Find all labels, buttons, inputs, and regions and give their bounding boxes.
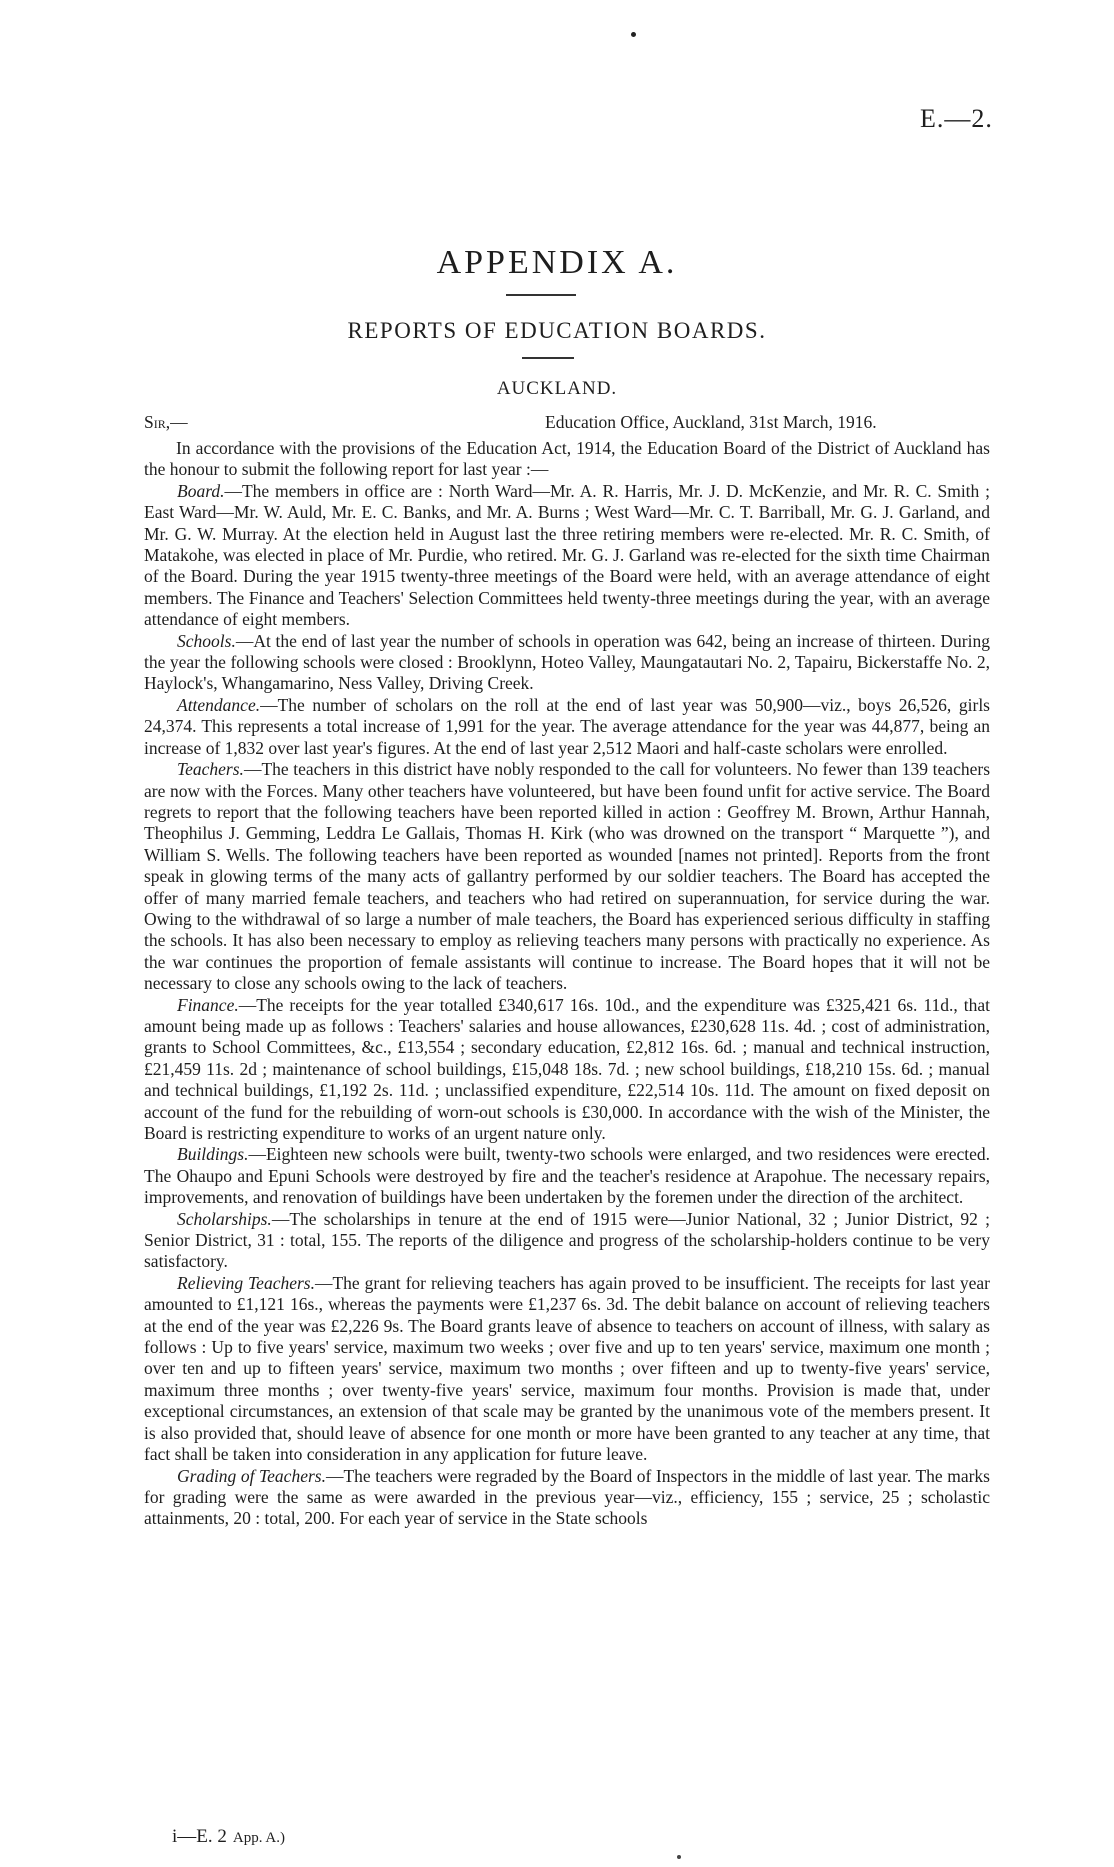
title-rule bbox=[506, 294, 576, 296]
buildings-paragraph bbox=[144, 1144, 990, 1208]
scholarships-paragraph bbox=[144, 1209, 990, 1273]
paragraph-text: —The scholarships in tenure at the end of 1915 were—Junior National, 32 ; Junior District, 92 ; Senior District, 31 : total, 155. The reports of the diligence and progress of the scholarship-holders continue to be very satisfactory. bbox=[144, 1208, 990, 1272]
relieving-teachers-paragraph bbox=[144, 1273, 990, 1466]
reports-subtitle: REPORTS OF EDUCATION BOARDS. bbox=[347, 318, 767, 343]
paragraph-text: —The teachers were regraded by the Board of Inspectors in the middle of last year. The marks for grading were the same as were awarded in the previous year—viz., efficiency, 155 ; service, 25 ; scholastic attainments, 20 : total, 200. For each year of service in the State schools bbox=[144, 1465, 990, 1529]
intro-paragraph: In accordance with the provisions of the Education Act, 1914, the Education Board of the District of Auckland has the honour to submit the following report for last year :— bbox=[144, 438, 990, 480]
footer-sheet-mark: i—E. 2 bbox=[172, 1826, 227, 1847]
salutation: Sir,— bbox=[144, 412, 188, 432]
teachers-paragraph bbox=[144, 759, 990, 994]
attendance-paragraph bbox=[144, 695, 990, 759]
appendix-title: APPENDIX A. bbox=[436, 244, 678, 281]
paragraph-text: —The grant for relieving teachers has again proved to be insufficient. The receipts for last year amounted to £1,121 16s., whereas the payments were £1,237 6s. 3d. The debit balance on account of relieving teachers at the end of the year was £2,226 9s. The Board grants leave of absence to teachers on account of illness, with salary as follows : Up to five years' service, maximum two weeks ; over five and up to ten years' service, maximum one month ; over ten and up to fifteen years' service, maximum two months ; over fifteen and up to twenty-five years' service, maximum three months ; over twenty-five years' service, maximum four months. Provision is made that, under exceptional circumstances, an extension of that scale may be granted by the unanimous vote of the members present. It is also provided that, should leave of absence for one month or more have been granted to any teacher at any time, that fact shall be taken into consideration in any application for future leave. bbox=[144, 1272, 990, 1465]
finance-paragraph bbox=[144, 995, 990, 1145]
paragraph-text: —The teachers in this district have nobly responded to the call for volunteers. No fewer than 139 teachers are now with the Forces. Many other teachers have volunteered, but have been found unfit for active service. The Board regrets to report that the following teachers have been reported killed in action : Geoffrey M. Brown, Arthur Hannah, Theophilus J. Gemming, Leddra Le Gallais, Thomas H. Kirk (who was drowned on the transport “ Marquette ”), and William S. Wells. The following teachers have been reported as wounded [names not printed]. Reports from the front speak in glowing terms of the many acts of gallantry performed by our soldier teachers. The Board has accepted the offer of many married female teachers, and teachers who had retired on superannuation, for service during the war. Owing to the withdrawal of so large a number of male teachers, the Board has experienced serious difficulty in staffing the schools. It has also been necessary to employ as relieving teachers many persons with practically no experience. As the war continues the proportion of female assistants will continue to increase. The Board hopes that it will not be necessary to close any schools owing to the lack of teachers. bbox=[144, 759, 990, 994]
paragraph-text: —The number of scholars on the roll at the end of last year was 50,900—viz., boys 26,526, girls 24,374. This represents a total increase of 1,991 for the year. The average attendance for the year was 44,877, being an increase of 1,832 over last year's figures. At the end of last year 2,512 Maori and half-caste scholars were enrolled. bbox=[144, 694, 990, 758]
footer-signature bbox=[172, 1826, 285, 1848]
paragraph-text: —Eighteen new schools were built, twenty-two schools were enlarged, and two residences were erected. The Ohaupo and Epuni Schools were destroyed by fire and the teacher's residence at Arapohue. The necessary repairs, improvements, and renovation of buildings have been undertaken by the foremen under the direction of the architect. bbox=[144, 1144, 990, 1208]
paragraph-heading: Buildings. bbox=[177, 1144, 249, 1165]
paragraph-heading: Finance. bbox=[177, 994, 239, 1015]
paragraph-heading: Schools. bbox=[177, 630, 236, 651]
section-heading: AUCKLAND. bbox=[496, 378, 618, 399]
paragraph-text: —At the end of last year the number of schools in operation was 642, being an increase of thirteen. During the year the following schools were closed : Brooklynn, Hoteo Valley, Maungatautari No. 2, Tapairu, Bickerstaffe No. 2, Haylock's, Whangamarino, Ness Valley, Driving Creek. bbox=[144, 630, 990, 694]
paragraph-heading: Grading of Teachers. bbox=[177, 1465, 326, 1486]
footer-appendix-mark: App. A.) bbox=[232, 1830, 285, 1846]
dateline: Education Office, Auckland, 31st March, 1916. bbox=[545, 412, 877, 432]
paragraph-heading: Scholarships. bbox=[177, 1208, 272, 1229]
board-paragraph bbox=[144, 481, 990, 631]
ink-dot-bottom bbox=[677, 1855, 681, 1859]
page-code: E.—2. bbox=[920, 104, 993, 133]
paragraph-heading: Teachers. bbox=[177, 759, 244, 780]
paragraph-heading: Relieving Teachers. bbox=[177, 1272, 315, 1293]
paragraph-text: —The members in office are : North Ward—Mr. A. R. Harris, Mr. J. D. McKenzie, and Mr. R. C. Smith ; East Ward—Mr. W. Auld, Mr. E. C. Banks, and Mr. A. Burns ; West Ward—Mr. C. T. Barriball, Mr. G. J. Garland, and Mr. G. W. Murray. At the election held in August last the three retiring members were re-elected. Mr. R. C. Smith, of Matakohe, was elected in place of Mr. Purdie, who retired. Mr. G. J. Garland was re-elected for the sixth time Chairman of the Board. During the year 1915 twenty-three meetings of the Board were held, with an average attendance of eight members. The Finance and Teachers' Selection Committees held twenty-three meetings during the year, with an average attendance of eight members. bbox=[144, 480, 990, 630]
schools-paragraph bbox=[144, 631, 990, 695]
paragraph-heading: Board. bbox=[177, 480, 225, 501]
report-body bbox=[144, 438, 990, 1530]
paragraph-text: —The receipts for the year totalled £340,617 16s. 10d., and the expenditure was £325,421 6s. 11d., that amount being made up as follows : Teachers' salaries and house allowances, £230,628 11s. 4d. ; cost of administration, grants to School Committees, &c., £13,554 ; secondary education, £2,812 16s. 6d. ; manual and technical instruction, £21,459 11s. 2d ; maintenance of school buildings, £15,048 18s. 7d. ; new school buildings, £18,210 15s. 6d. ; manual and technical buildings, £1,192 2s. 11d. ; unclassified expenditure, £22,514 10s. 11d. The amount on fixed deposit on account of the fund for the rebuilding of worn-out schools is £30,000. In accordance with the wish of the Minister, the Board is restricting expenditure to works of an urgent nature only. bbox=[144, 994, 990, 1143]
subtitle-rule bbox=[522, 357, 574, 359]
ink-dot-top bbox=[631, 32, 636, 37]
paragraph-heading: Attendance. bbox=[177, 694, 261, 715]
grading-paragraph bbox=[144, 1466, 990, 1530]
